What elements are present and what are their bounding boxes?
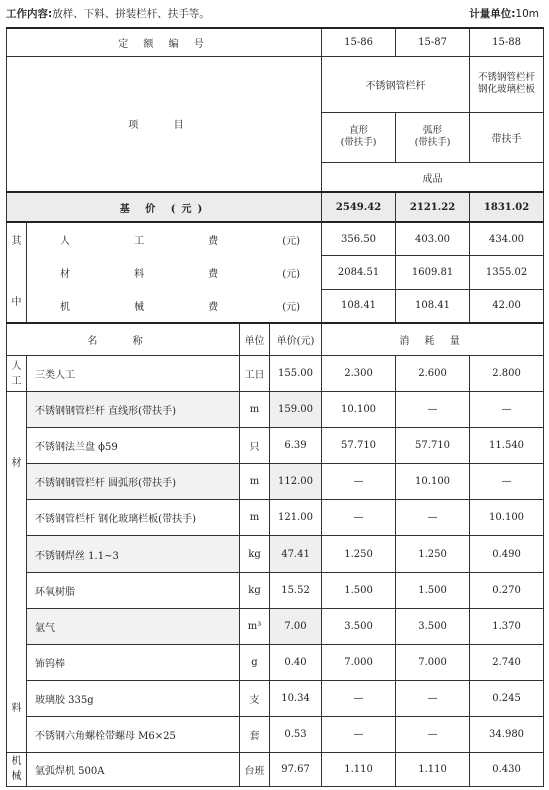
material-15-88: — [470, 392, 544, 428]
material-unit: m³ [240, 608, 270, 644]
material-15-86: 10.100 [322, 392, 396, 428]
sub-item-with-handrail: 带扶手 [470, 112, 544, 162]
material-row [7, 680, 544, 716]
material-row [7, 536, 544, 572]
material-15-87: — [396, 500, 470, 536]
fee-machine-15-88: 42.00 [470, 289, 544, 322]
material-price: 10.34 [270, 680, 322, 716]
material-15-87: 1.500 [396, 572, 470, 608]
finished-product: 成品 [322, 162, 544, 192]
measure-unit [469, 7, 539, 21]
material-price: 6.39 [270, 428, 322, 464]
material-15-87: 7.000 [396, 644, 470, 680]
material-15-88: 11.540 [470, 428, 544, 464]
material-15-87: — [396, 716, 470, 752]
base-price-15-87: 2121.22 [396, 192, 470, 222]
material-price: 7.00 [270, 608, 322, 644]
material-row [7, 428, 544, 464]
material-row [7, 716, 544, 752]
material-name: 不锈钢法兰盘 ϕ59 [27, 428, 240, 464]
material-15-86: 3.500 [322, 608, 396, 644]
fee-labor-15-87: 403.00 [396, 222, 470, 255]
material-15-87: 1.250 [396, 536, 470, 572]
material-row [7, 644, 544, 680]
machine-unit: 台班 [240, 752, 270, 786]
measure-unit-value: 10m [515, 8, 539, 20]
code-15-88: 15-88 [470, 28, 544, 56]
material-15-88: 0.270 [470, 572, 544, 608]
material-row [7, 392, 544, 428]
material-unit: 支 [240, 680, 270, 716]
category-material: 材 料 [7, 392, 27, 753]
material-row [7, 464, 544, 500]
col-header-price: 单价(元) [270, 323, 322, 356]
material-unit: 只 [240, 428, 270, 464]
material-15-88: 1.370 [470, 608, 544, 644]
category-machine: 机 械 [7, 752, 27, 786]
material-name: 不锈钢焊丝 1.1~3 [27, 536, 240, 572]
material-price: 47.41 [270, 536, 322, 572]
base-price-15-86: 2549.42 [322, 192, 396, 222]
material-unit: m [240, 392, 270, 428]
material-unit: m [240, 500, 270, 536]
material-15-86: 7.000 [322, 644, 396, 680]
material-row [7, 500, 544, 536]
group-steel-railing: 不锈钢管栏杆 [322, 56, 470, 112]
material-unit: 套 [240, 716, 270, 752]
material-15-88: — [470, 464, 544, 500]
fee-machine-15-87: 108.41 [396, 289, 470, 322]
material-price: 0.53 [270, 716, 322, 752]
material-15-88: 2.740 [470, 644, 544, 680]
fee-machine: 机 械 费 (元) [27, 289, 322, 322]
material-row [7, 608, 544, 644]
category-labor: 人 工 [7, 356, 27, 392]
work-content [6, 7, 210, 21]
material-15-87: — [396, 392, 470, 428]
labor-name: 三类人工 [27, 356, 240, 392]
code-15-86: 15-86 [322, 28, 396, 56]
work-content-label: 工作内容: [6, 8, 53, 20]
material-15-86: — [322, 464, 396, 500]
material-unit: m [240, 464, 270, 500]
material-15-87: — [396, 680, 470, 716]
machine-15-88: 0.430 [470, 752, 544, 786]
material-price: 0.40 [270, 644, 322, 680]
material-15-86: — [322, 716, 396, 752]
material-15-88: 34.980 [470, 716, 544, 752]
material-unit: kg [240, 536, 270, 572]
material-price: 15.52 [270, 572, 322, 608]
material-row [7, 572, 544, 608]
measure-unit-label: 计量单位: [469, 8, 516, 20]
machine-price: 97.67 [270, 752, 322, 786]
material-15-88: 0.490 [470, 536, 544, 572]
material-15-87: 10.100 [396, 464, 470, 500]
sub-item-straight: 直形 (带扶手) [322, 112, 396, 162]
material-name: 钸钨棒 [27, 644, 240, 680]
work-content-text: 放样、下料、拼装栏杆、扶手等。 [52, 8, 210, 20]
material-name: 氩气 [27, 608, 240, 644]
material-name: 不锈钢钢管栏杆 圆弧形(带扶手) [27, 464, 240, 500]
sub-item-arc: 弧形 (带扶手) [396, 112, 470, 162]
material-15-86: 57.710 [322, 428, 396, 464]
base-price-15-88: 1831.02 [470, 192, 544, 222]
fee-labor: 人 工 费 (元) [27, 222, 322, 255]
labor-15-88: 2.800 [470, 356, 544, 392]
material-unit: g [240, 644, 270, 680]
labor-unit: 工日 [240, 356, 270, 392]
material-unit: kg [240, 572, 270, 608]
labor-15-87: 2.600 [396, 356, 470, 392]
quota-number-label: 定 额 编 号 [7, 28, 322, 56]
material-15-87: 3.500 [396, 608, 470, 644]
material-name: 环氧树脂 [27, 572, 240, 608]
col-header-name: 名 称 [7, 323, 240, 356]
fee-labor-15-88: 434.00 [470, 222, 544, 255]
material-15-88: 10.100 [470, 500, 544, 536]
machine-15-86: 1.110 [322, 752, 396, 786]
material-15-86: 1.250 [322, 536, 396, 572]
quota-table [6, 27, 544, 787]
material-15-86: — [322, 500, 396, 536]
machine-name: 氩弧焊机 500A [27, 752, 240, 786]
fee-material-15-86: 2084.51 [322, 255, 396, 289]
fee-machine-15-86: 108.41 [322, 289, 396, 322]
base-price-label: 基 价 (元) [7, 192, 322, 222]
code-15-87: 15-87 [396, 28, 470, 56]
material-15-88: 0.245 [470, 680, 544, 716]
machine-15-87: 1.110 [396, 752, 470, 786]
material-price: 159.00 [270, 392, 322, 428]
group-glass-railing: 不锈钢管栏杆 钢化玻璃栏板 [470, 56, 544, 112]
material-price: 121.00 [270, 500, 322, 536]
item-label: 项 目 [7, 56, 322, 192]
other-label: 其 中 [7, 222, 27, 322]
material-name: 玻璃胶 335g [27, 680, 240, 716]
material-price: 112.00 [270, 464, 322, 500]
labor-price: 155.00 [270, 356, 322, 392]
material-name: 不锈钢六角螺栓带螺母 M6×25 [27, 716, 240, 752]
col-header-consumption: 消 耗 量 [322, 323, 544, 356]
fee-material: 材 料 费 (元) [27, 255, 322, 289]
material-name: 不锈钢管栏杆 钢化玻璃栏板(带扶手) [27, 500, 240, 536]
fee-material-15-88: 1355.02 [470, 255, 544, 289]
material-15-86: 1.500 [322, 572, 396, 608]
fee-material-15-87: 1609.81 [396, 255, 470, 289]
material-15-86: — [322, 680, 396, 716]
col-header-unit: 单位 [240, 323, 270, 356]
labor-15-86: 2.300 [322, 356, 396, 392]
material-name: 不锈钢钢管栏杆 直线形(带扶手) [27, 392, 240, 428]
fee-labor-15-86: 356.50 [322, 222, 396, 255]
material-15-87: 57.710 [396, 428, 470, 464]
